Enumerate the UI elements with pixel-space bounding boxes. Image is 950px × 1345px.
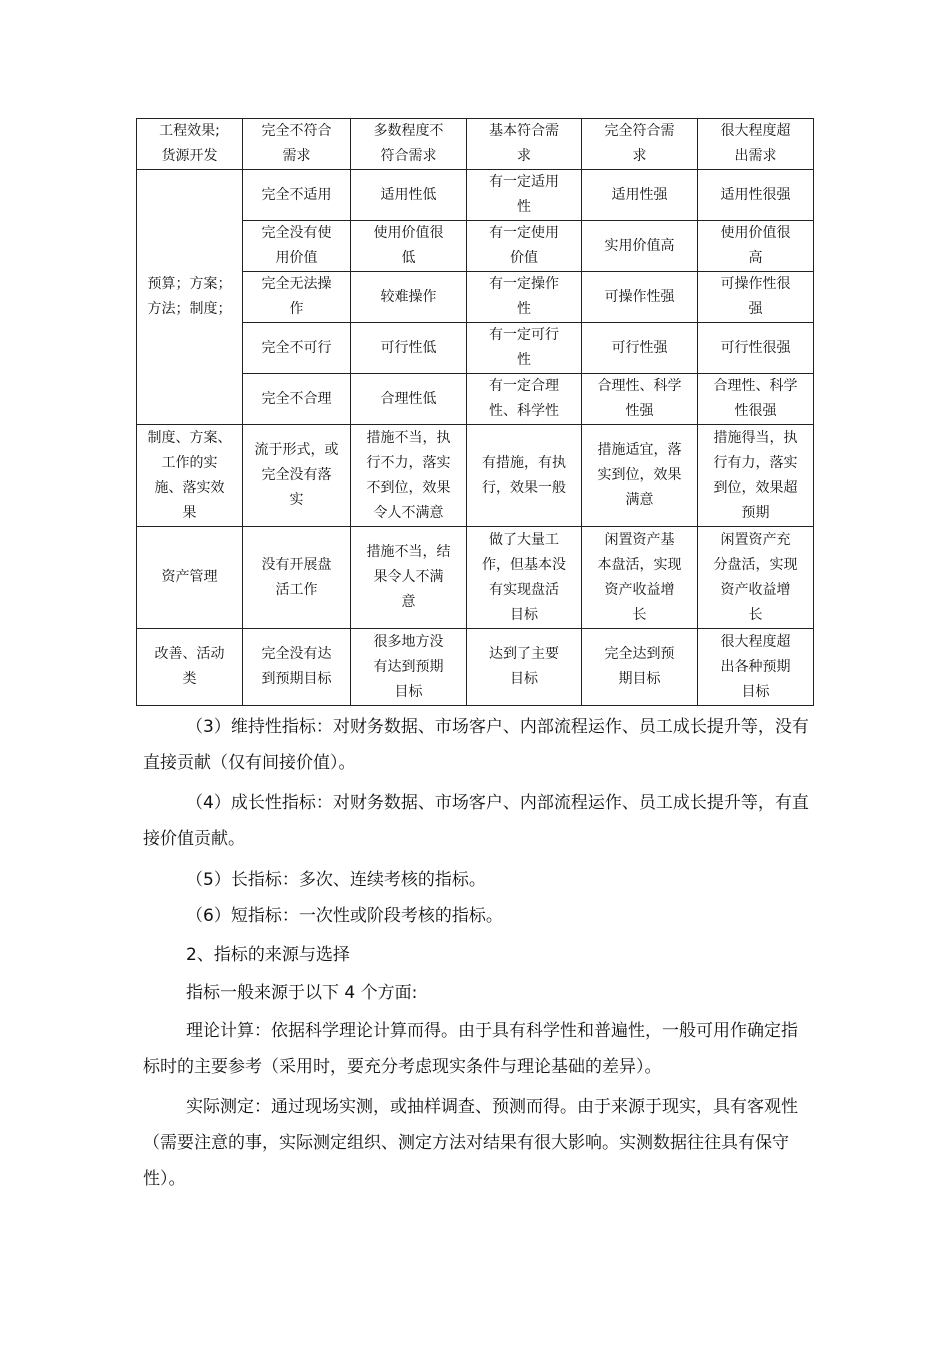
table-cell: 有措施，有执 行，效果一般 — [467, 425, 582, 527]
table-cell: 适用性低 — [351, 170, 467, 221]
table-cell: 合理性、科学 性很强 — [698, 374, 814, 425]
paragraph-theoretical-calculation: 理论计算：依据科学理论计算而得。由于具有科学性和普遍性，一般可用作确定指标时的主要参考（采用时，要充分考虑现实条件与理论基础的差异）。 — [143, 1021, 798, 1077]
table-cell: 可操作性很 强 — [698, 272, 814, 323]
table-cell: 适用性强 — [582, 170, 698, 221]
table-cell: 流于形式，或 完全没有落 实 — [243, 425, 351, 527]
table-cell: 资产管理 — [137, 527, 243, 629]
paragraph-actual-measurement: 实际测定：通过现场实测，或抽样调查、预测而得。由于来源于现实，具有客观性（需要注意的事，实际测定组织、测定方法对结果有很大影响。实测数据往往具有保守性）。 — [143, 1097, 798, 1189]
paragraph-maintenance-indicator: （3）维持性指标：对财务数据、市场客户、内部流程运作、员工成长提升等，没有直接贡献（仅有间接价值）。 — [143, 717, 809, 773]
table-cell: 闲置资产基 本盘活，实现 资产收益增 长 — [582, 527, 698, 629]
table-cell: 多数程度不 符合需求 — [351, 119, 467, 170]
table-row — [137, 629, 814, 706]
table-cell: 措施不当，结 果令人不满 意 — [351, 527, 467, 629]
table-cell: 改善、活动 类 — [137, 629, 243, 706]
table-cell: 可行性强 — [582, 323, 698, 374]
paragraph-sources-intro: 指标一般来源于以下 4 个方面: — [186, 983, 418, 1003]
table-cell: 完全不可行 — [243, 323, 351, 374]
table-cell: 可操作性强 — [582, 272, 698, 323]
table-cell: 实用价值高 — [582, 221, 698, 272]
table-cell: 完全达到预 期目标 — [582, 629, 698, 706]
table-row — [137, 527, 814, 629]
section-heading: 2、指标的来源与选择 — [186, 945, 350, 965]
table-cell: 合理性、科学 性强 — [582, 374, 698, 425]
table-cell: 预算；方案； 方法；制度； — [137, 170, 243, 425]
table-cell: 措施适宜，落 实到位，效果 满意 — [582, 425, 698, 527]
table-cell: 措施得当，执 行有力，落实 到位，效果超 预期 — [698, 425, 814, 527]
evaluation-standards-table — [136, 118, 814, 706]
table-cell: 很大程度超 出各种预期 目标 — [698, 629, 814, 706]
paragraph-growth-indicator: （4）成长性指标：对财务数据、市场客户、内部流程运作、员工成长提升等，有直接价值贡献。 — [143, 793, 809, 849]
table-cell: 合理性低 — [351, 374, 467, 425]
table-row — [137, 425, 814, 527]
table-cell: 有一定合理 性、科学性 — [467, 374, 582, 425]
paragraph-long-indicator: （5）长指标：多次、连续考核的指标。 — [186, 870, 486, 890]
table-cell: 制度、方案、 工作的实 施、落实效 果 — [137, 425, 243, 527]
table-cell: 较难操作 — [351, 272, 467, 323]
table-cell: 使用价值很 高 — [698, 221, 814, 272]
table-cell: 达到了主要 目标 — [467, 629, 582, 706]
table-row — [137, 119, 814, 170]
table-cell: 工程效果; 货源开发 — [137, 119, 243, 170]
table-cell: 很多地方没 有达到预期 目标 — [351, 629, 467, 706]
table-cell: 适用性很强 — [698, 170, 814, 221]
table-cell: 有一定操作 性 — [467, 272, 582, 323]
table-cell: 做了大量工 作，但基本没 有实现盘活 目标 — [467, 527, 582, 629]
table-cell: 完全符合需 求 — [582, 119, 698, 170]
table-cell: 有一定适用 性 — [467, 170, 582, 221]
table-cell: 有一定可行 性 — [467, 323, 582, 374]
table-cell: 完全不合理 — [243, 374, 351, 425]
table-cell: 完全不符合 需求 — [243, 119, 351, 170]
table-cell: 完全没有达 到预期目标 — [243, 629, 351, 706]
table-cell: 可行性低 — [351, 323, 467, 374]
table-cell: 完全不适用 — [243, 170, 351, 221]
table-cell: 完全没有使 用价值 — [243, 221, 351, 272]
table-row — [137, 170, 814, 221]
table-cell: 没有开展盘 活工作 — [243, 527, 351, 629]
paragraph-short-indicator: （6）短指标：一次性或阶段考核的指标。 — [186, 906, 503, 926]
table-cell: 很大程度超 出需求 — [698, 119, 814, 170]
table-cell: 闲置资产充 分盘活，实现 资产收益增 长 — [698, 527, 814, 629]
table-cell: 基本符合需 求 — [467, 119, 582, 170]
table-cell: 措施不当，执 行不力，落实 不到位，效果 令人不满意 — [351, 425, 467, 527]
table-cell: 使用价值很 低 — [351, 221, 467, 272]
table-cell: 有一定使用 价值 — [467, 221, 582, 272]
table-cell: 完全无法操 作 — [243, 272, 351, 323]
table-cell: 可行性很强 — [698, 323, 814, 374]
